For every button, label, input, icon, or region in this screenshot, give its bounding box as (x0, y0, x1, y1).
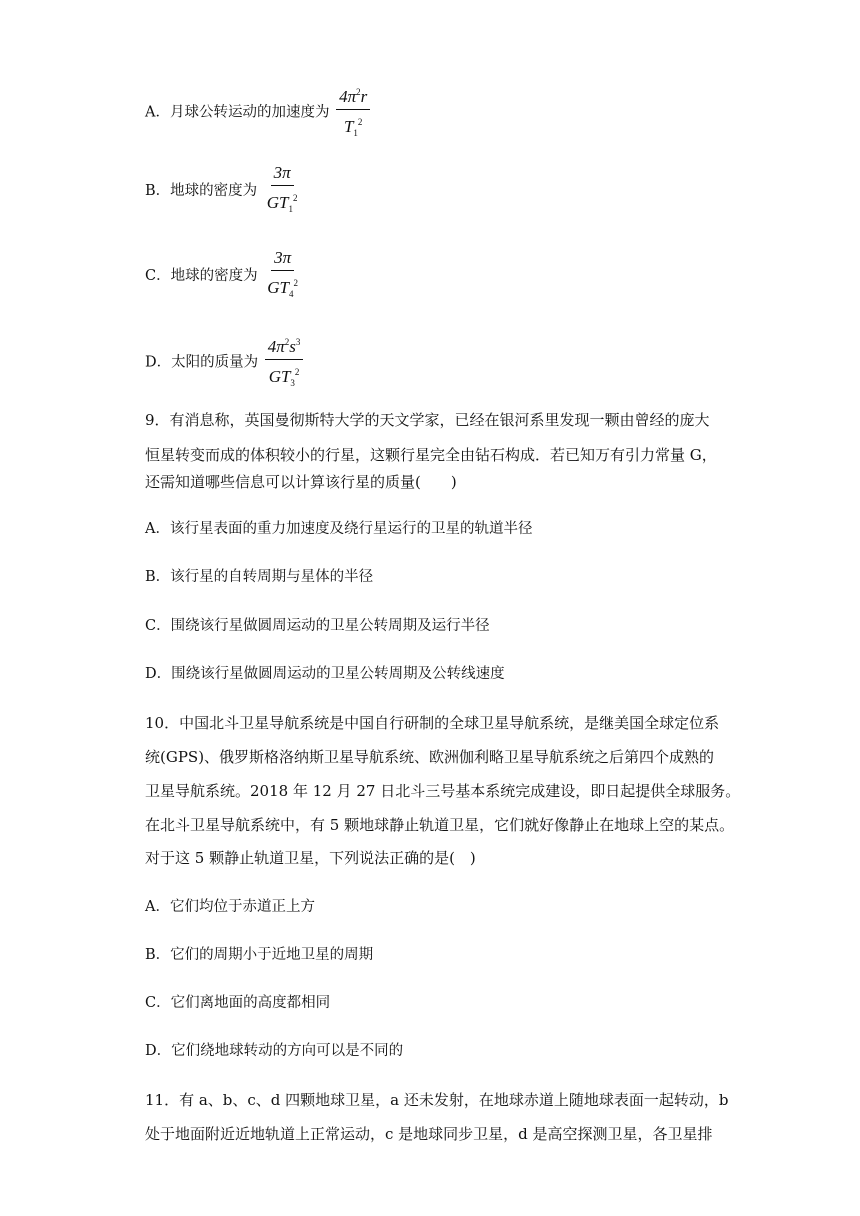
q8-option-b (145, 163, 301, 219)
q10-stem-line-1: 10．中国北斗卫星导航系统是中国自行研制的全球卫星导航系统，是继美国全球定位系 (145, 714, 720, 732)
q10-stem-line-2: 统(GPS)、俄罗斯格洛纳斯卫星导航系统、欧洲伽利略卫星导航系统之后第四个成熟的 (145, 748, 715, 766)
q9-stem-line-2: 恒星转变而成的体积较小的行星，这颗行星完全由钻石构成．若已知万有引力常量 G， (145, 446, 717, 464)
q8-option-a (145, 82, 370, 143)
q10-option-b: B．它们的周期小于近地卫星的周期 (145, 947, 374, 963)
q9-option-c: C．围绕该行星做圆周运动的卫星公转周期及运行半径 (145, 618, 490, 634)
q8-option-a-text: A．月球公转运动的加速度为 (145, 104, 330, 121)
q8-option-a-formula: $\frac{4\pi^2r}{T_1^2}$ (336, 82, 370, 143)
q8-option-d-text: D．太阳的质量为 (145, 354, 263, 371)
q8-option-c (145, 248, 301, 304)
q8-option-c-text: C．地球的密度为 (145, 268, 258, 284)
q8-option-d (145, 332, 303, 393)
q9-option-a: A．该行星表面的重力加速度及绕行星运行的卫星的轨道半径 (145, 521, 533, 537)
q8-option-c-formula: $\frac{3\pi}{GT_4^2}$ (267, 248, 298, 299)
q10-stem-line-3: 卫星导航系统。2018 年 12 月 27 日北斗三号基本系统完成建设，即日起提供全球服务。 (145, 782, 741, 800)
q9-stem-line-3: 还需知道哪些信息可以计算该行星的质量( ) (145, 473, 457, 491)
q8-option-b-text: B．地球的密度为 (145, 183, 258, 199)
q10-option-c: C．它们离地面的高度都相同 (145, 995, 331, 1011)
q8-option-d-formula: $\frac{4\pi^2s^3}{GT_3^2}$ (265, 332, 304, 393)
q9-option-d: D．围绕该行星做圆周运动的卫星公转周期及公转线速度 (145, 666, 505, 682)
q10-stem-line-4: 在北斗卫星导航系统中，有 5 颗地球静止轨道卫星，它们就好像静止在地球上空的某点。 (145, 816, 735, 834)
q10-option-a: A．它们均位于赤道正上方 (145, 899, 315, 915)
q9-stem-line-1: 9．有消息称，英国曼彻斯特大学的天文学家，已经在银河系里发现一颗由曾经的庞大 (145, 411, 710, 429)
q8-option-b-formula: $\frac{3\pi}{GT_1^2}$ (266, 163, 298, 214)
q11-stem-line-1: 11．有 a、b、c、d 四颗地球卫星，a 还未发射，在地球赤道上随地球表面一起转动，b (145, 1091, 729, 1109)
q11-stem-line-2: 处于地面附近近地轨道上正常运动，c 是地球同步卫星，d 是高空探测卫星，各卫星排 (145, 1125, 713, 1143)
q10-stem-line-5: 对于这 5 颗静止轨道卫星，下列说法正确的是( ) (145, 849, 476, 867)
q10-option-d: D．它们绕地球转动的方向可以是不同的 (145, 1043, 404, 1059)
q9-option-b: B．该行星的自转周期与星体的半径 (145, 569, 374, 585)
